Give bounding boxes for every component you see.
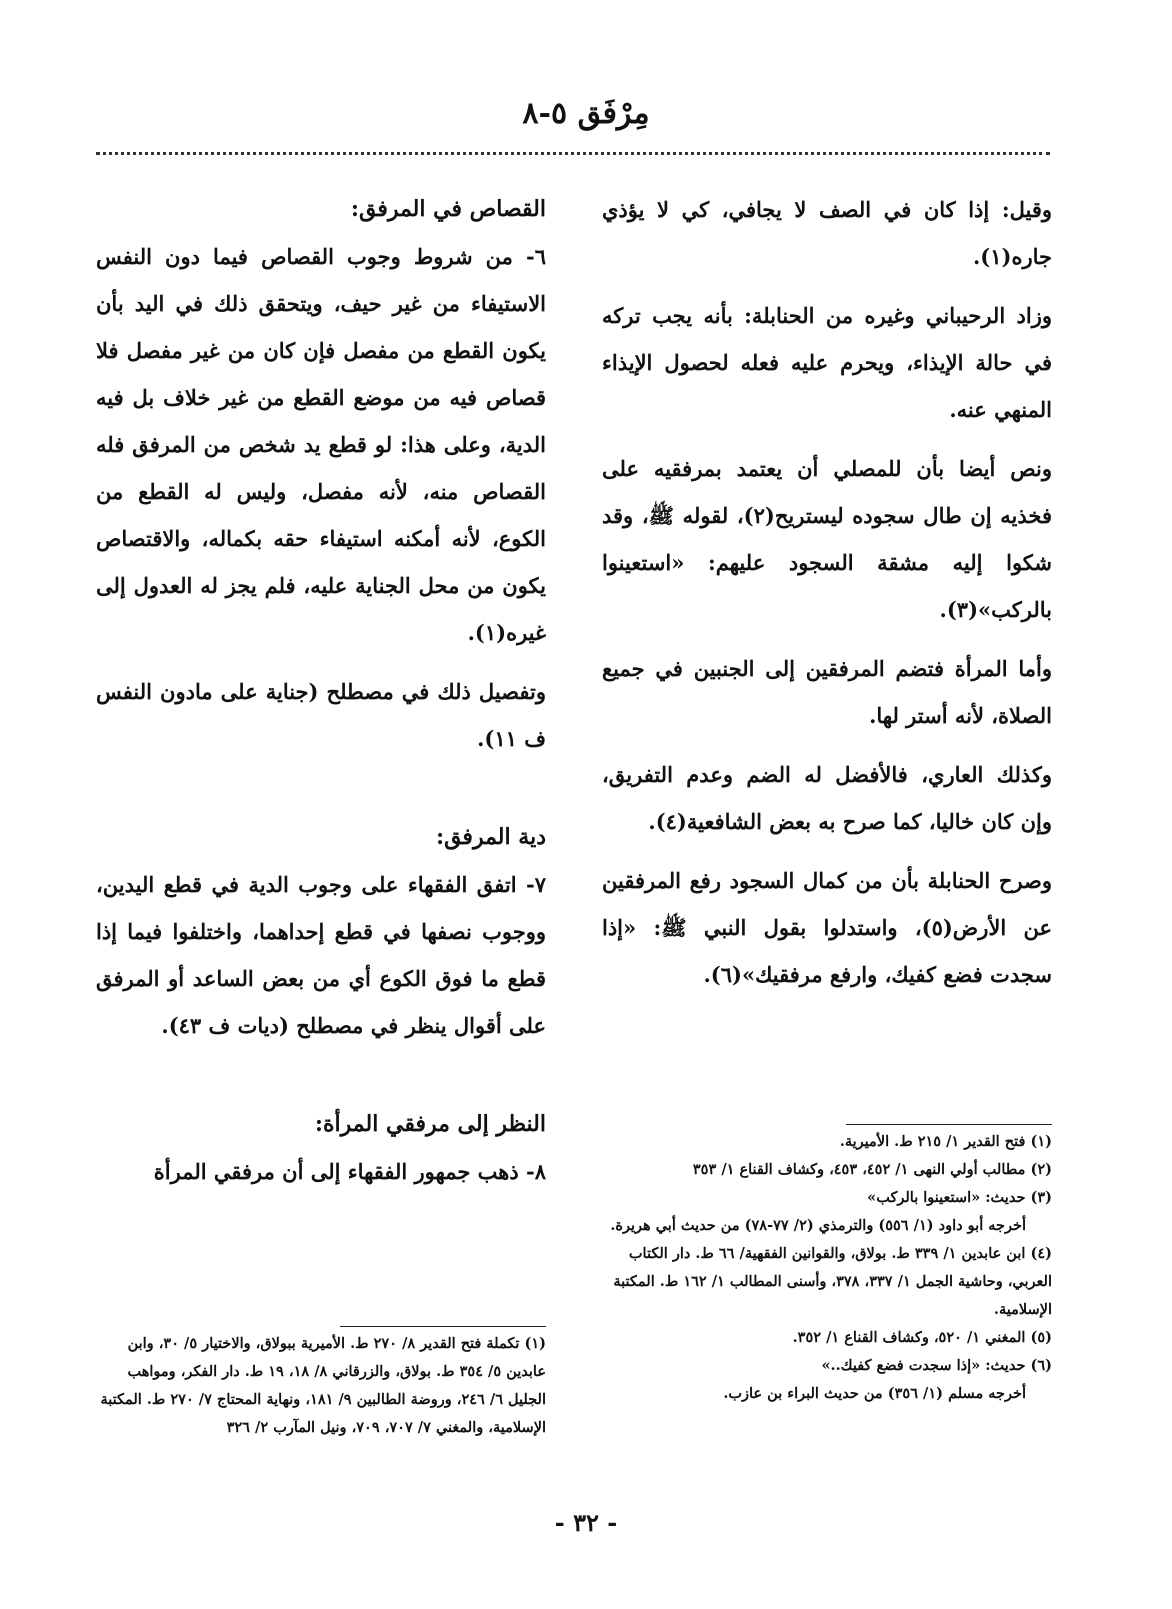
footnote-separator: [846, 1124, 1052, 1125]
paragraph: وكذلك العاري، فالأفضل له الضم وعدم التفريق، وإن كان خاليا، كما صرح به بعض الشافعية(٤).: [602, 762, 1052, 834]
section-heading-qisas: القصاص في المرفق:: [350, 196, 546, 222]
footnote-continuation: أخرجه أبو داود (١/ ٥٥٦) والترمذي (٢/ ٧٧-٧٨) من حديث أبي هريرة.: [610, 1217, 1026, 1234]
paragraph: ونص أيضا بأن للمصلي أن يعتمد بمرفقيه على فخذيه إن طال سجوده ليستريح(٢)، لقوله ﷺ، وقد شكوا إليه مشقة السجود عليهم: «استعينوا بالركب»(٣).: [602, 456, 1052, 622]
section-heading-nazar: النظر إلى مرفقي المرأة:: [314, 1111, 546, 1137]
section-spacer: [96, 1061, 546, 1101]
footnote: (٤) ابن عابدين ١/ ٣٣٩ ط. بولاق، والقوانين الفقهية/ ٦٦ ط. دار الكتاب العربي، وحاشية الجمل ١/ ٣٣٧، ٣٧٨، وأسنى المطالب ١/ ١٦٢ ط. المكتبة الإسلامية.: [613, 1245, 1052, 1318]
paragraph: وأما المرأة فتضم المرفقين إلى الجنبين في جميع الصلاة، لأنه أستر لها.: [602, 656, 1052, 728]
footnote: (٥) المغني ١/ ٥٢٠، وكشاف القناع ١/ ٣٥٢.: [792, 1329, 1052, 1346]
footnote: (٣) حديث: «استعينوا بالركب»: [867, 1189, 1052, 1206]
paragraph: وقيل: إذا كان في الصف لا يجافي، كي لا يؤذي جاره(١).: [602, 197, 1052, 269]
left-column: [96, 186, 546, 1207]
footnote-continuation: أخرجه مسلم (١/ ٣٥٦) من حديث البراء بن عازب.: [723, 1385, 1026, 1402]
paragraph: وصرح الحنابلة بأن من كمال السجود رفع المرفقين عن الأرض(٥)، واستدلوا بقول النبي ﷺ: «إذا سجدت فضع كفيك، وارفع مرفقيك»(٦).: [602, 868, 1052, 987]
section-spacer: [96, 774, 546, 814]
header-dotted-rule: [96, 152, 1050, 155]
paragraph: وتفصيل ذلك في مصطلح (جناية على مادون النفس ف ١١).: [96, 679, 546, 751]
footnote-separator: [340, 1326, 546, 1327]
right-column: [602, 186, 1052, 1010]
paragraph: ٨- ذهب جمهور الفقهاء إلى أن مرفقي المرأة: [153, 1159, 546, 1184]
footnote: (٦) حديث: «إذا سجدت فضع كفيك..»: [821, 1357, 1052, 1374]
paragraph: ٧- اتفق الفقهاء على وجوب الدية في قطع اليدين، ووجوب نصفها في قطع إحداهما، واختلفوا فيما إذا قطع ما فوق الكوع أي من بعض الساعد أو المرفق على أقوال ينظر في مصطلح (ديات ف ٤٣).: [96, 872, 546, 1038]
paragraph: ٦- من شروط وجوب القصاص فيما دون النفس الاستيفاء من غير حيف، ويتحقق ذلك في اليد بأن يكون القطع من مفصل فإن كان من غير مفصل فلا قصاص فيه من موضع القطع من غير خلاف بل فيه الدية، وعلى هذا: لو قطع يد شخص من المرفق فله القصاص منه، لأنه مفصل، وليس له القطع من الكوع، لأنه أمكنه استيفاء حقه بكماله، والاقتصاص يكون من محل الجناية عليه، فلم يجز له العدول إلى غيره(١).: [96, 244, 546, 645]
footnotes-right: [602, 1128, 1052, 1408]
page-number: - ٣٢ -: [554, 1508, 618, 1537]
page-header-title: مِرْفَق ٥-٨: [522, 96, 650, 131]
footnote: (١) تكملة فتح القدير ٨/ ٢٧٠ ط. الأميرية ببولاق، والاختيار ٥/ ٣٠، وابن عابدين ٥/ ٣٥٤ ط. بولاق، والزرقاني ٨/ ١٨، ١٩ ط. دار الفكر، ومواهب الجليل ٦/ ٢٤٦، وروضة الطالبين ٩/ ١٨١، ونهاية المحتاج ٧/ ٢٧٠ ط. المكتبة الإسلامية، والمغني ٧/ ٧٠٧، ٧٠٩، ونيل المآرب ٢/ ٣٢٦: [100, 1335, 546, 1436]
footnote: (٢) مطالب أولي النهى ١/ ٤٥٢، ٤٥٣، وكشاف القناع ١/ ٣٥٣: [692, 1161, 1052, 1178]
paragraph: وزاد الرحيباني وغيره من الحنابلة: بأنه يجب تركه في حالة الإيذاء، ويحرم عليه فعله لحصول الإيذاء المنهي عنه.: [602, 303, 1052, 422]
footnote: (١) فتح القدير ١/ ٢١٥ ط. الأميرية.: [839, 1133, 1052, 1150]
footnotes-left: [96, 1330, 546, 1442]
section-heading-diya: دية المرفق:: [435, 824, 546, 850]
